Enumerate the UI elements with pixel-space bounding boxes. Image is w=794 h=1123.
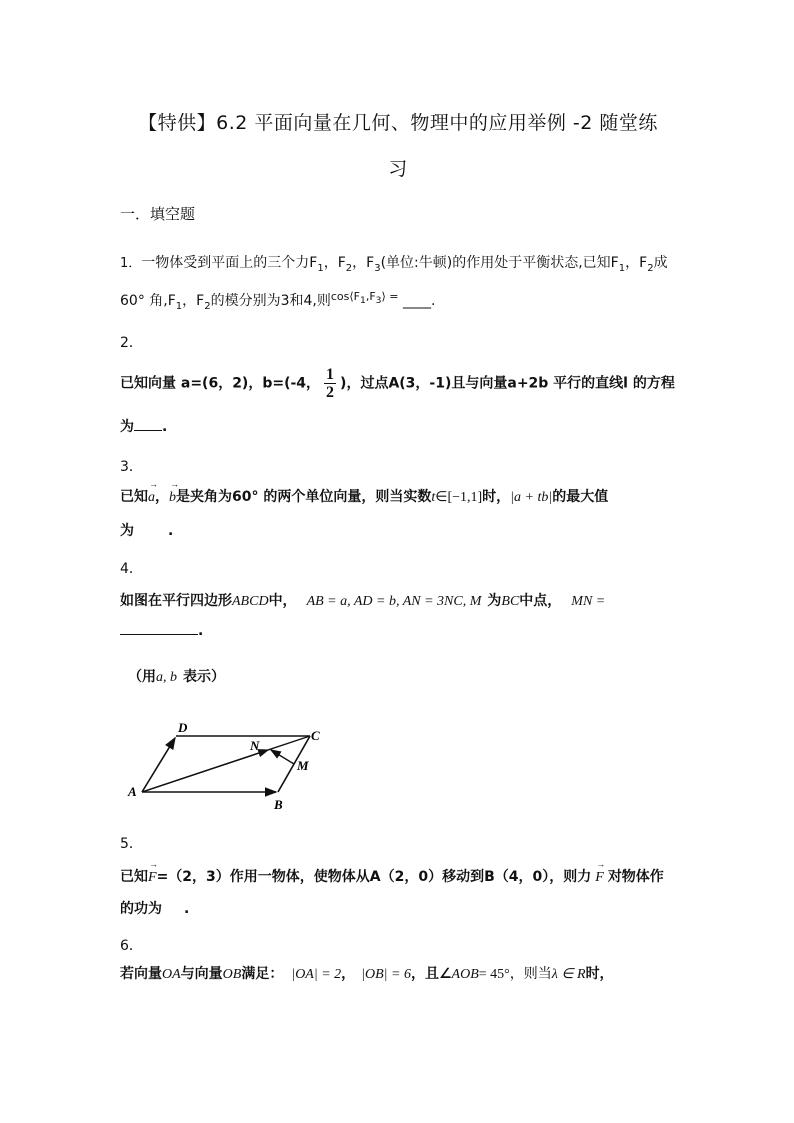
- vector-mn: [271, 750, 294, 764]
- label-n: N: [250, 738, 260, 753]
- page-title: [118, 100, 678, 192]
- question-3-line-1: 已知→ a，→ b是夹角为60° 的两个单位向量，则当实数t∈[−1,1]时，|a + tb|的最大值: [120, 486, 608, 506]
- title-line-2: 习: [388, 158, 408, 180]
- label-b: B: [274, 797, 283, 812]
- question-2-line-2: 为 .: [120, 416, 167, 436]
- question-5-number: 5．: [120, 836, 143, 852]
- question-3-line-2: 为 .: [120, 523, 174, 539]
- fraction-one-half: $\frac{1}{2}$: [326, 366, 335, 401]
- question-1-line-2: 60° 角$,F_1$，$F_2$的模分别为3和4,则$^{cos⟨F_1,F_3⟩ =}$ ____.: [120, 290, 436, 312]
- label-a: A: [128, 784, 137, 799]
- question-2-number: 2．: [120, 335, 143, 351]
- question-5-line-1: 已知→ F=（2，3）作用一物体，使物体从A（2，0）移动到B（4，0），则力→ F 对物体作: [120, 866, 664, 886]
- question-1-line-1: 1．一物体受到平面上的三个力$F_1$，$F_2$，$F_3$(单位:牛顿)的作用处于平衡状态,已知$F_1$，$F_2$成: [120, 255, 668, 274]
- vector-expression: AB = a, AD = b, AN = 3NC, M: [306, 594, 482, 609]
- question-6-number: 6．: [120, 938, 143, 954]
- question-4-number: 4．: [120, 561, 143, 577]
- vector-an: [142, 750, 268, 792]
- question-3-number: 3．: [120, 459, 143, 475]
- question-6-line-1: 若向量OA与向量OB满足： |OA| = 2， |OB| = 6，且∠AOB= 45°，则当λ ∈ R时，: [120, 966, 614, 982]
- answer-blank: [120, 620, 198, 635]
- answer-blank: [134, 416, 162, 431]
- question-4-line-1: 如图在平行四边形ABCD中， AB = a, AD = b, AN = 3NC, M 为BC中点， MN =: [120, 593, 606, 609]
- cos-expression: cos⟨F1,F3⟩ =: [330, 290, 399, 307]
- answer-blank: ____.: [402, 293, 436, 309]
- question-4-hint: （用a, b 表示）: [128, 669, 225, 685]
- section-heading: 一．填空题: [120, 205, 196, 223]
- question-5-line-2: 的功为 .: [120, 901, 190, 917]
- label-c: C: [311, 728, 320, 743]
- side-ad: [142, 738, 175, 792]
- question-2-line-1: 已知向量 a=(6，2)，b=(-4， $\frac{1}{2}$ )，过点A(3，-1)且与向量a+2b 平行的直线l 的方程: [120, 366, 675, 401]
- label-d: D: [178, 720, 188, 735]
- question-4-line-2: .: [120, 620, 203, 639]
- label-m: M: [297, 758, 309, 773]
- parallelogram-figure: [120, 716, 340, 816]
- title-line-1: 【特供】6.2 平面向量在几何、物理中的应用举例 -2 随堂练: [138, 112, 658, 134]
